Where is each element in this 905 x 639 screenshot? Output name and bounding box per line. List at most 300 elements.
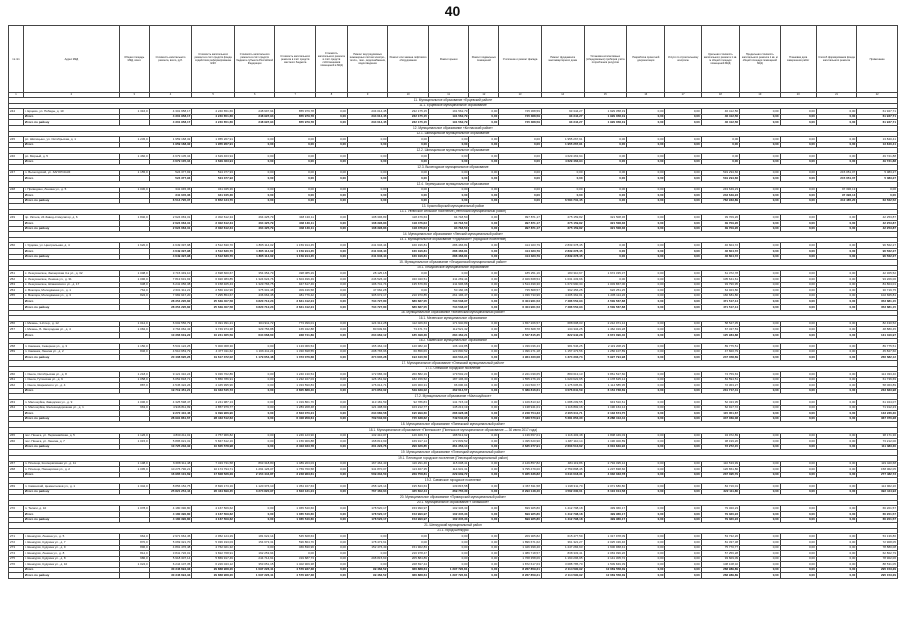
- address-cell: Итого по району: [23, 198, 119, 204]
- table-cell: 498 085,29: [275, 271, 316, 277]
- table-cell: 115 351,67: [701, 411, 739, 417]
- table-cell: 1 160 296,95: [541, 556, 584, 562]
- table-cell: 0,00: [469, 120, 499, 126]
- table-cell: 0,00: [780, 444, 816, 450]
- table-cell: 0,00: [857, 187, 898, 193]
- header-cell: Удельная стоимость капитального ремонта 1 кв. м общей площади помещений МКД: [701, 26, 739, 93]
- table-cell: 0,00: [740, 467, 781, 473]
- table-cell: 545 608,63: [275, 534, 316, 540]
- table-cell: 7 813 631,93: [149, 277, 192, 283]
- section-heading: 17.1. Онежское городское поселение: [9, 366, 898, 372]
- table-cell: 0,00: [740, 377, 781, 383]
- table-cell: 375 301,48: [234, 288, 275, 294]
- table-cell: 0,00: [665, 416, 701, 422]
- table-cell: 0,00: [234, 187, 275, 193]
- table-cell: 0,00: [816, 400, 857, 406]
- table-cell: 0,00: [388, 153, 429, 159]
- table-cell: 0,00: [234, 159, 275, 165]
- table-cell: 247: [9, 170, 24, 176]
- table-cell: 264: [9, 405, 24, 411]
- table-cell: 0,00: [584, 254, 627, 260]
- table-cell: 0,00: [780, 472, 816, 478]
- column-number-cell: 9: [347, 93, 388, 98]
- table-cell: 193 340,58: [388, 355, 429, 361]
- table-cell: 0,00: [665, 439, 701, 445]
- table-cell: 0,00: [469, 461, 499, 467]
- table-cell: 0,00: [234, 372, 275, 378]
- table-cell: 58 547,35: [701, 321, 739, 327]
- table-cell: 0,00: [665, 221, 701, 227]
- table-cell: 414 323,79: [499, 254, 542, 260]
- table-cell: 0,00: [740, 444, 781, 450]
- table-cell: 0,00: [315, 249, 347, 255]
- table-cell: 464 425,79: [234, 226, 275, 232]
- table-cell: 0,00: [315, 439, 347, 445]
- total-row: [9, 573, 898, 579]
- table-cell: 0,00: [780, 277, 816, 283]
- table-cell: 46 604,72: [701, 243, 739, 249]
- address-cell: пос. Пинега, ул. Первомайская, д. 5: [23, 433, 119, 439]
- table-cell: 0,00: [740, 288, 781, 294]
- address-cell: Итого по району: [23, 355, 119, 361]
- table-cell: 0,00: [315, 299, 347, 305]
- table-cell: 4 240 651,66: [192, 120, 235, 126]
- table-cell: 0,00: [780, 400, 816, 406]
- table-cell: 0,00: [665, 243, 701, 249]
- table-cell: 596 864,76: [275, 539, 316, 545]
- table-cell: 4 629 463,94: [541, 153, 584, 159]
- table-cell: 286 466,81: [428, 249, 469, 255]
- table-cell: 275 159,82: [541, 226, 584, 232]
- table-cell: 93 344,27: [541, 109, 584, 115]
- table-cell: 0,00: [780, 170, 816, 176]
- table-cell: 5 850 786,91: [192, 377, 235, 383]
- table-cell: 436 664,45: [234, 293, 275, 299]
- table-cell: 17 608 526,29: [192, 472, 235, 478]
- table-cell: 8 267 859,21: [499, 567, 542, 573]
- table-cell: 1 178 625,14: [584, 377, 627, 383]
- table-cell: 1 159 914,45: [275, 243, 316, 249]
- table-cell: 0,00: [780, 573, 816, 579]
- table-cell: 0,00: [816, 534, 857, 540]
- table-cell: 1 657 206,57: [499, 321, 542, 327]
- table-cell: 734 727,80: [347, 299, 388, 305]
- table-cell: 46 412,56: [701, 120, 739, 126]
- table-cell: 135 676,69: [388, 282, 429, 288]
- table-cell: 0,00: [740, 489, 781, 495]
- table-cell: 4 167 509,62: [192, 506, 235, 512]
- table-cell: 0,00: [780, 288, 816, 294]
- table-cell: 0,00: [234, 198, 275, 204]
- address-cell: г. Онега, Гутинская ул., д. 9: [23, 377, 119, 383]
- table-cell: 1 313 500,77: [499, 383, 542, 389]
- table-cell: 0,00: [627, 416, 665, 422]
- table-cell: 0,00: [469, 142, 499, 148]
- table-cell: 0,00: [665, 545, 701, 551]
- table-cell: 0,00: [315, 539, 347, 545]
- table-cell: 2 063 096,26: [584, 551, 627, 557]
- table-cell: 1 955 267,91: [192, 142, 235, 148]
- table-cell: 0,00: [665, 506, 701, 512]
- table-cell: 1 020 622,65: [541, 377, 584, 383]
- table-cell: 1 150,0: [119, 344, 149, 350]
- table-cell: 0,00: [347, 534, 388, 540]
- table-cell: 0,00: [627, 114, 665, 120]
- table-cell: 0,00: [315, 304, 347, 310]
- table-cell: 0,00: [315, 573, 347, 579]
- table-cell: 46 412,56: [701, 109, 739, 115]
- table-cell: 0,00: [469, 383, 499, 389]
- header-cell: Адрес МКД: [23, 26, 119, 93]
- table-cell: 178 473,61: [347, 539, 388, 545]
- table-cell: 2 624 063,31: [149, 226, 192, 232]
- table-cell: 1 604 496,49: [275, 277, 316, 283]
- table-cell: 0,00: [315, 411, 347, 417]
- table-cell: 4 629 463,94: [192, 159, 235, 165]
- table-cell: 0,00: [740, 439, 781, 445]
- table-cell: 0,00: [275, 193, 316, 199]
- table-cell: 0,00: [816, 556, 857, 562]
- table-cell: 304 911,72: [234, 321, 275, 327]
- table-cell: 29 868 968,20: [192, 567, 235, 573]
- table-cell: 0,00: [627, 299, 665, 305]
- table-cell: 0,00: [347, 551, 388, 557]
- address-cell: г. Приводино, Ленина ул., д. 5: [23, 187, 119, 193]
- header-cell: Ремонт фундамента многоквартирного дома: [541, 26, 584, 93]
- header-cell: Стоимость капитального ремонта, всего, руб.: [149, 26, 192, 93]
- table-cell: 8 293 148,40: [499, 489, 542, 495]
- table-cell: 178 520,17: [347, 517, 388, 523]
- table-cell: 0,00: [780, 355, 816, 361]
- table-cell: 0,00: [780, 304, 816, 310]
- table-cell: 1 317 978,09: [584, 534, 627, 540]
- address-cell: г. Ерцево, ул. Победы, д. 10: [23, 109, 119, 115]
- table-cell: 0,00: [584, 137, 627, 143]
- table-cell: 0,00: [740, 344, 781, 350]
- table-cell: 0,00: [469, 193, 499, 199]
- table-cell: 265: [9, 433, 24, 439]
- table-cell: 1 039 733,96: [499, 293, 542, 299]
- table-cell: 0,00: [428, 556, 469, 562]
- table-cell: 1 166 411,24: [234, 349, 275, 355]
- table-cell: 145 213,19: [428, 405, 469, 411]
- table-cell: 5 083,27: [857, 176, 898, 182]
- table-cell: 2 154 444,87: [234, 472, 275, 478]
- table-cell: 0,00: [627, 288, 665, 294]
- table-cell: 734 538,97: [428, 304, 469, 310]
- table-cell: 0,00: [740, 573, 781, 579]
- table-cell: 0,00: [315, 221, 347, 227]
- table-cell: 499 966,17: [584, 506, 627, 512]
- table-cell: 57 256,28: [701, 551, 739, 557]
- table-cell: 0,00: [469, 187, 499, 193]
- table-cell: 0,00: [740, 411, 781, 417]
- section-heading: 21. Шенкурский муниципальный район: [9, 523, 898, 529]
- table-cell: 1 674 335,37: [584, 271, 627, 277]
- table-cell: 0,00: [816, 517, 857, 523]
- table-cell: 2 527 815,35: [499, 332, 542, 338]
- table-cell: 686 687,05: [388, 299, 429, 305]
- header-cell: Ремонт внутридомовых инженерных систем электро-, тепло-, газо-, водоснабжения, водоотведения: [347, 26, 388, 93]
- table-cell: 0,00: [315, 327, 347, 333]
- address-cell: Итого по району: [23, 444, 119, 450]
- table-cell: 5 069 321,70: [149, 539, 192, 545]
- table-cell: 0,00: [740, 388, 781, 394]
- table-cell: 0,00: [665, 483, 701, 489]
- table-cell: 0,00: [780, 344, 816, 350]
- table-cell: 0,00: [315, 416, 347, 422]
- section-heading: 15.1. Лешуконское муниципальное образование: [9, 265, 898, 271]
- table-cell: 0,00: [740, 517, 781, 523]
- table-cell: 0,00: [234, 411, 275, 417]
- table-cell: 0,00: [627, 517, 665, 523]
- table-cell: 4 679 105,34: [149, 159, 192, 165]
- table-cell: 1 342,0: [119, 483, 149, 489]
- table-cell: 0,00: [315, 433, 347, 439]
- table-cell: 42 305,52: [857, 271, 898, 277]
- table-cell: 2 929 668,54: [499, 277, 542, 283]
- table-cell: 0,00: [816, 416, 857, 422]
- table-cell: 172 839,52: [428, 439, 469, 445]
- table-cell: 0,00: [780, 388, 816, 394]
- table-cell: 0,00: [740, 483, 781, 489]
- table-cell: 0,00: [665, 534, 701, 540]
- table-cell: 4 509 567,88: [584, 304, 627, 310]
- table-cell: 0,00: [469, 153, 499, 159]
- table-cell: 1 240 130,54: [275, 372, 316, 378]
- table-cell: 1 175 605,81: [541, 383, 584, 389]
- table-cell: 188 513,62: [428, 433, 469, 439]
- table-cell: 246 526,43: [347, 277, 388, 283]
- table-cell: 286 466,81: [428, 243, 469, 249]
- table-cell: 938 741,89: [275, 332, 316, 338]
- table-cell: 0,00: [347, 142, 388, 148]
- table-cell: 4 649 397,98: [149, 249, 192, 255]
- table-cell: 0,00: [428, 176, 469, 182]
- table-cell: 185 251,16: [499, 271, 542, 277]
- table-cell: 12 069 558,39: [584, 567, 627, 573]
- table-cell: 0,00: [428, 159, 469, 165]
- table-cell: 2 205 011,71: [541, 411, 584, 417]
- table-cell: 261: [9, 377, 24, 383]
- table-cell: 709 532,60: [347, 416, 388, 422]
- table-cell: 0,00: [388, 198, 429, 204]
- table-cell: 20 408 695,26: [149, 355, 192, 361]
- table-cell: 234 680,58: [347, 411, 388, 417]
- table-cell: 211 269,44: [428, 277, 469, 283]
- table-cell: 234 014,45: [347, 109, 388, 115]
- table-cell: 0,00: [469, 472, 499, 478]
- table-cell: 96 562,27: [857, 243, 898, 249]
- table-cell: 2 759 898,45: [541, 467, 584, 473]
- table-cell: 243 649,23: [701, 193, 739, 199]
- table-cell: 0,00: [701, 159, 739, 165]
- table-cell: 232 175,15: [388, 120, 429, 126]
- table-cell: 0,00: [627, 109, 665, 115]
- address-cell: г. Онега, Шаревского ул., д. 4: [23, 383, 119, 389]
- table-cell: 822,0: [119, 293, 149, 299]
- table-cell: 524 377,93: [149, 176, 192, 182]
- table-cell: 341 045,36: [192, 187, 235, 193]
- table-cell: 260: [9, 372, 24, 378]
- table-cell: 10 174 794,71: [192, 467, 235, 473]
- table-cell: 96 006,04: [428, 383, 469, 389]
- table-cell: 0,00: [469, 282, 499, 288]
- table-cell: 49 721,88: [857, 159, 898, 165]
- section-heading: 17. Муниципальное образование «Онежский муниципальный район»: [9, 360, 898, 366]
- table-cell: 0,00: [816, 483, 857, 489]
- table-cell: 0,00: [665, 187, 701, 193]
- table-cell: 0,00: [740, 400, 781, 406]
- table-cell: 30 346 694,33: [149, 567, 192, 573]
- section-heading: 11.1. Ерцевское муниципальное образование: [9, 103, 898, 109]
- address-cell: г. Урдома, ул. Центральная, д. 4: [23, 243, 119, 249]
- table-cell: 381 546,25: [541, 344, 584, 350]
- table-cell: 0,00: [816, 545, 857, 551]
- table-cell: 2 839 378,45: [541, 249, 584, 255]
- table-cell: 734 538,97: [428, 299, 469, 305]
- table-cell: 0,00: [469, 573, 499, 579]
- table-cell: 106 300,31: [388, 383, 429, 389]
- address-cell: г. Шенкурск, Ленина ул., д. 8: [23, 551, 119, 557]
- table-cell: 0,00: [499, 170, 542, 176]
- table-cell: 0,00: [315, 461, 347, 467]
- table-cell: 0,00: [780, 321, 816, 327]
- section-heading: 12. Муниципальное образование «Котласский район»: [9, 125, 898, 131]
- table-cell: 0,00: [627, 545, 665, 551]
- table-cell: 0,00: [740, 271, 781, 277]
- address-cell: г. Шенкурск, Кудрина ул., д. 7: [23, 539, 119, 545]
- table-cell: 241 646,44: [347, 254, 388, 260]
- table-cell: 0,00: [740, 562, 781, 568]
- table-cell: 0,00: [315, 483, 347, 489]
- table-cell: 348 130,11: [275, 221, 316, 227]
- table-cell: 0,00: [627, 472, 665, 478]
- table-cell: 248: [9, 187, 24, 193]
- table-cell: 136 143,85: [428, 344, 469, 350]
- table-cell: 28 354 295,82: [149, 304, 192, 310]
- table-cell: 0,00: [740, 349, 781, 355]
- table-cell: 2 248 754,33: [499, 411, 542, 417]
- table-cell: 1 012,0: [119, 321, 149, 327]
- table-cell: 0,00: [665, 551, 701, 557]
- table-cell: 0,00: [816, 355, 857, 361]
- table-cell: 1 495 620,90: [499, 439, 542, 445]
- table-cell: 887,0: [119, 383, 149, 389]
- table-cell: 0,00: [469, 483, 499, 489]
- table-cell: 0,00: [315, 277, 347, 283]
- table-cell: 3 244 018,31: [541, 472, 584, 478]
- table-cell: 0,00: [740, 472, 781, 478]
- table-cell: 215 051,07: [816, 170, 857, 176]
- section-heading: 20.1. Муниципальное образование «Талажское»: [9, 500, 898, 506]
- table-cell: 61 736,69: [857, 377, 898, 383]
- table-cell: 3 841 726,01: [149, 551, 192, 557]
- table-cell: 2 129 857,82: [499, 461, 542, 467]
- table-cell: 0,00: [816, 137, 857, 143]
- table-cell: 121 498,99: [347, 405, 388, 411]
- table-cell: 0,00: [315, 170, 347, 176]
- table-cell: 4 562 330,01: [541, 489, 584, 495]
- table-cell: 1 283 208,48: [275, 405, 316, 411]
- table-cell: 0,00: [780, 556, 816, 562]
- table-cell: 0,00: [469, 467, 499, 473]
- table-cell: 3 274 820,97: [234, 489, 275, 495]
- table-cell: 997 871,17: [499, 215, 542, 221]
- table-cell: 296 326,85: [388, 444, 429, 450]
- table-cell: 2 025 436,46: [584, 539, 627, 545]
- table-cell: 745 338,62: [388, 416, 429, 422]
- table-cell: 78 880,08: [857, 545, 898, 551]
- table-cell: 0,00: [665, 556, 701, 562]
- table-cell: 42 253,87: [857, 215, 898, 221]
- table-cell: 1 412 798,18: [541, 517, 584, 523]
- table-cell: 2 141 305,72: [584, 556, 627, 562]
- table-cell: 0,00: [740, 114, 781, 120]
- table-cell: 0,00: [627, 534, 665, 540]
- table-cell: 241 646,44: [347, 243, 388, 249]
- table-cell: 464 425,79: [234, 215, 275, 221]
- table-cell: 133 236,30: [857, 411, 898, 417]
- table-cell: 0,00: [665, 517, 701, 523]
- table-cell: 4 629 463,94: [541, 159, 584, 165]
- table-cell: 0,00: [388, 137, 429, 143]
- table-cell: 524 377,93: [149, 170, 192, 176]
- table-cell: 28 125,18: [347, 271, 388, 277]
- table-cell: 0,00: [469, 299, 499, 305]
- table-cell: 0,00: [665, 511, 701, 517]
- address-cell: Итого по району: [23, 489, 119, 495]
- table-cell: 25 821 254,44: [149, 489, 192, 495]
- table-cell: 0,00: [627, 293, 665, 299]
- table-cell: 0,00: [469, 444, 499, 450]
- table-cell: 0,00: [315, 288, 347, 294]
- table-cell: 699 925,80: [499, 517, 542, 523]
- table-cell: 66 201,57: [857, 511, 898, 517]
- table-cell: 0,00: [816, 243, 857, 249]
- table-cell: 0,00: [740, 109, 781, 115]
- table-cell: 39 709,26: [701, 221, 739, 227]
- table-cell: 0,00: [780, 405, 816, 411]
- table-cell: 248 997,94: [234, 120, 275, 126]
- table-cell: 0,00: [469, 556, 499, 562]
- address-cell: Итого: [23, 567, 119, 573]
- table-cell: 0,00: [584, 170, 627, 176]
- header-cell: Услуги по строительному контролю: [665, 26, 701, 93]
- table-cell: 0,00: [469, 332, 499, 338]
- address-cell: Итого: [23, 193, 119, 199]
- table-cell: 178 520,17: [347, 506, 388, 512]
- table-cell: 0,00: [469, 304, 499, 310]
- table-cell: 0,00: [816, 467, 857, 473]
- table-cell: 4 377 011,62: [192, 349, 235, 355]
- table-cell: 132 410,07: [347, 433, 388, 439]
- table-cell: 108 108,32: [701, 562, 739, 568]
- table-cell: 0,00: [315, 142, 347, 148]
- table-cell: 1 097 226,41: [234, 573, 275, 579]
- table-cell: 0,00: [665, 159, 701, 165]
- table-cell: 84 594,51: [701, 377, 739, 383]
- table-cell: 6 852 134,70: [192, 198, 235, 204]
- table-cell: 0,00: [388, 539, 429, 545]
- table-cell: 0,00: [469, 198, 499, 204]
- table-cell: 0,00: [234, 142, 275, 148]
- table-cell: 519 294,66: [701, 176, 739, 182]
- table-cell: 1 462 019,28: [584, 327, 627, 333]
- address-cell: Итого: [23, 159, 119, 165]
- table-cell: 846,0: [119, 349, 149, 355]
- address-cell: г. Шенкурск, Кудрина ул., д. 10: [23, 562, 119, 568]
